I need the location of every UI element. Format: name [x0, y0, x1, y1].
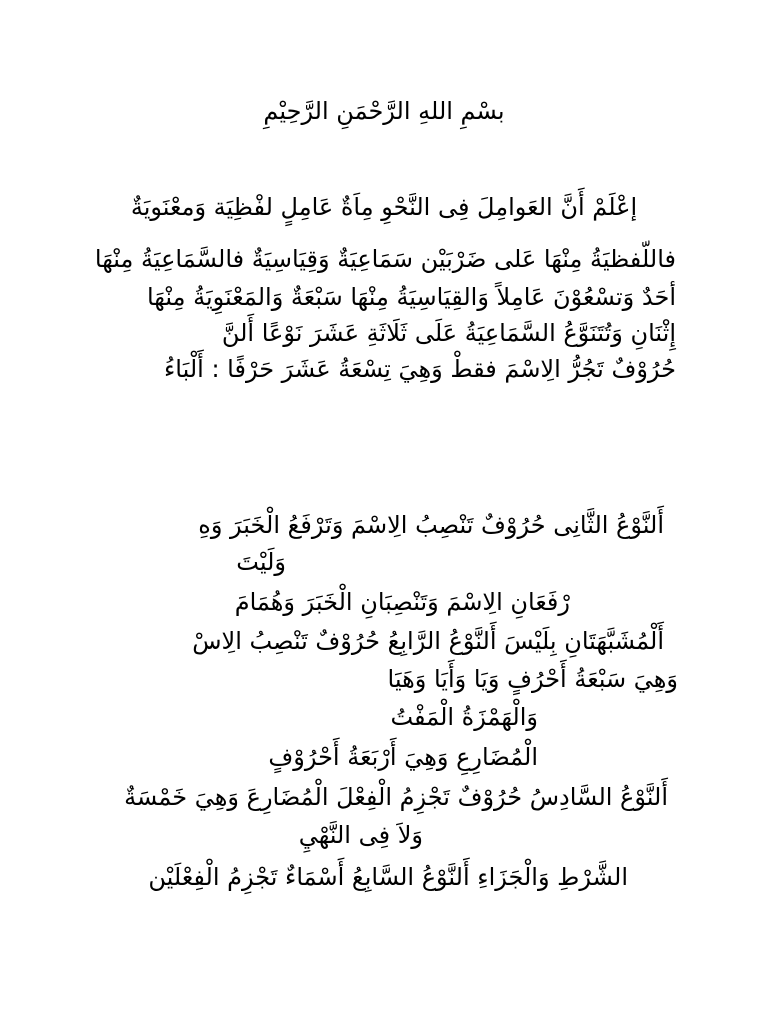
paragraph2-line-8: أَلنَّوْعُ السَّادِسُ حُرُوْفٌ تَجْزِمُ الْفِعْلَ الْمُضَارِعَ وَهِيَ خَمْسَةٌ	[124, 783, 668, 811]
paragraph1-line-2: أحَدٌ وَتسْعُوْنَ عَامِلاً وَالقِيَاسِيَةُ مِنْهَا سَبْعَةٌ وَالمَعْنَوِيَةُ مِنْهَا	[146, 283, 676, 311]
paragraph2-line-10: الشَّرْطِ وَالْجَزَاءِ أَلنَّوْعُ السَّابِعُ أَسْمَاءٌ تَجْزِمُ الْفِعْلَيْن	[148, 863, 628, 891]
paragraph1-line-1: فاللّفظيَةُ مِنْهَا عَلى ضَرْبَيْن سَمَاعِيَةٌ وَقِيَاسِيَةٌ فالسَّمَاعِيَةُ مِنْهَا	[94, 245, 676, 273]
paragraph2-line-1: أَلنَّوْعُ الثَّانِى حُرُوْفٌ تَنْصِبُ الِاسْمَ وَتَرْفَعُ الْخَبَرَ وَهِ	[198, 511, 664, 539]
paragraph2-line-5: وَهِيَ سَبْعَةُ أَحْرُفٍ وَيَا وَأَيَا وَهَيَا	[387, 665, 678, 693]
paragraph2-line-7: الْمُضَارِعِ وَهِيَ أَرْبَعَةُ أَحْرُوْفٍ	[268, 743, 538, 771]
paragraph2-line-3: رْفَعَانِ الِاسْمَ وَتَنْصِبَانِ الْخَبَرَ وَهُمَامَ	[234, 588, 570, 616]
paragraph2-line-4: أَلْمُشَبَّهَتَانِ بِلَيْسَ أَلنَّوْعُ الرَّابِعُ حُرُوْفٌ تَنْصِبُ الِاسْ	[192, 627, 664, 655]
paragraph1-line-4: حُرُوْفٌ تَجُرُّ الِاسْمَ فقطْ وَهِيَ تِسْعَةُ عَشَرَ حَرْفًا : أَلْبَاءُ	[164, 355, 676, 383]
paragraph2-line-6: وَالْهَمْزَةُ الْمَفْتُ	[390, 703, 538, 731]
intro-line: إعْلَمْ أَنَّ العَوامِلَ فِى النَّحْوِ مِاَةٌ عَامِلٍ لفْظِيَة وَمعْنَويَةٌ	[130, 193, 638, 221]
paragraph2-line-2: وَلَيْتَ	[236, 548, 286, 576]
paragraph2-line-9: وَلاَ فِى النَّهْيِ	[298, 821, 423, 849]
paragraph1-line-3: إِثْنَانِ وَتُتَنَوَّعُ السَّمَاعِيَةُ عَلَى ثَلَاثَةِ عَشَرَ نَوْعًا أَلنَّ	[221, 319, 676, 347]
basmala-heading: بسْمِ اللهِ الرَّحْمَنِ الرَّحِيْمِ	[263, 97, 505, 125]
